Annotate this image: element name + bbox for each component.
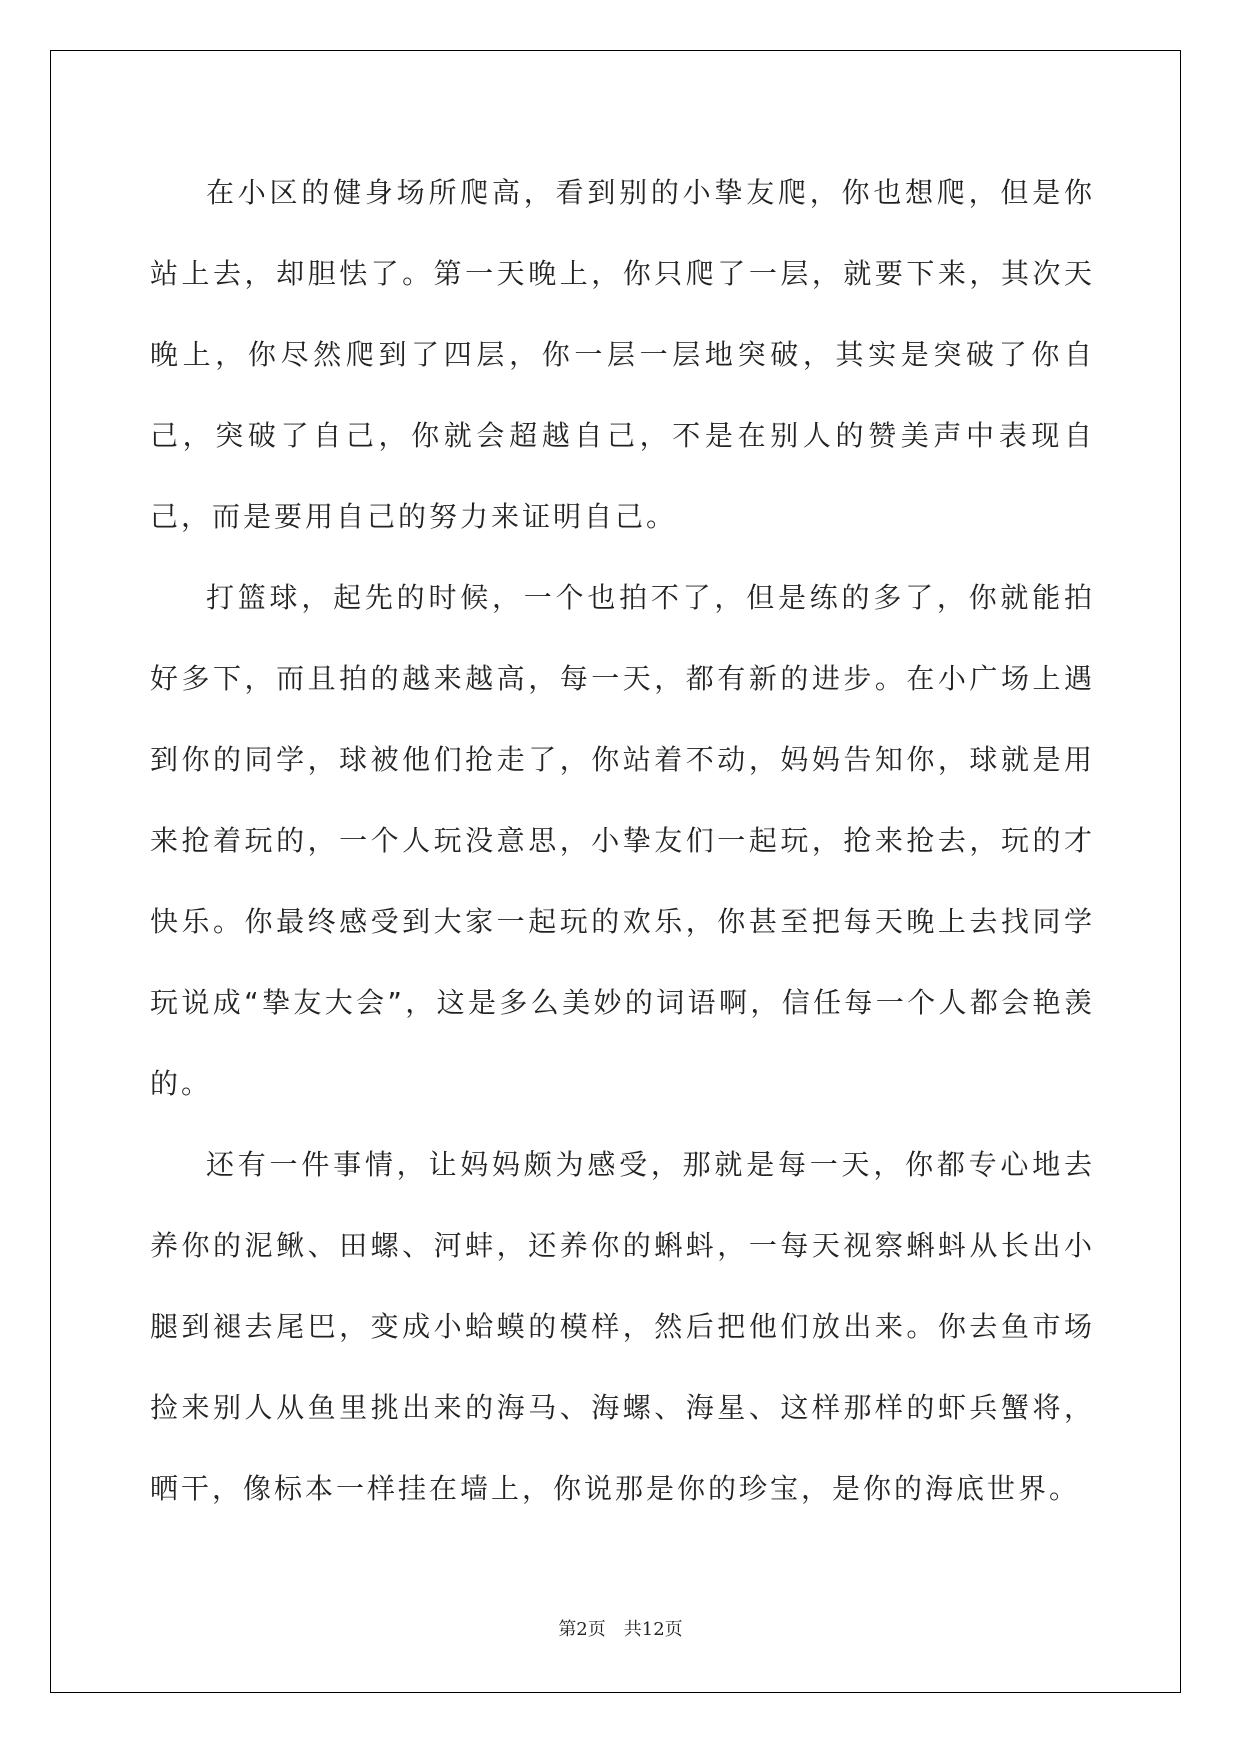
- paragraph: 还有一件事情，让妈妈颇为感受，那就是每一天，你都专心地去养你的泥鳅、田螺、河蚌，还养你的蝌蚪，一每天视察蝌蚪从长出小腿到褪去尾巴，变成小蛤蟆的模样，然后把他们放出来。你去鱼市场捡来别人从鱼里挑出来的海马、海螺、海星、这样那样的虾兵蟹将，晒干，像标本一样挂在墙上，你说那是你的珍宝，是你的海底世界。: [150, 1148, 1095, 1505]
- document-body: [150, 152, 1095, 1529]
- page-footer: [0, 1615, 1241, 1641]
- page-number: 第2页: [558, 1619, 606, 1640]
- paragraph: 打篮球，起先的时候，一个也拍不了，但是练的多了，你就能拍好多下，而且拍的越来越高，每一天，都有新的进步。在小广场上遇到你的同学，球被他们抢走了，你站着不动，妈妈告知你，球就是用来抢着玩的，一个人玩没意思，小挚友们一起玩，抢来抢去，玩的才快乐。你最终感受到大家一起玩的欢乐，你甚至把每天晚上去找同学玩说成“挚友大会”，这是多么美妙的词语啊，信任每一个人都会艳羡的。: [150, 581, 1095, 1100]
- paragraph: 在小区的健身场所爬高，看到别的小挚友爬，你也想爬，但是你站上去，却胆怯了。第一天晚上，你只爬了一层，就要下来，其次天晚上，你尽然爬到了四层，你一层一层地突破，其实是突破了你自己，突破了自己，你就会超越自己，不是在别人的赞美声中表现自己，而是要用自己的努力来证明自己。: [150, 176, 1095, 533]
- total-pages: 共12页: [623, 1619, 683, 1640]
